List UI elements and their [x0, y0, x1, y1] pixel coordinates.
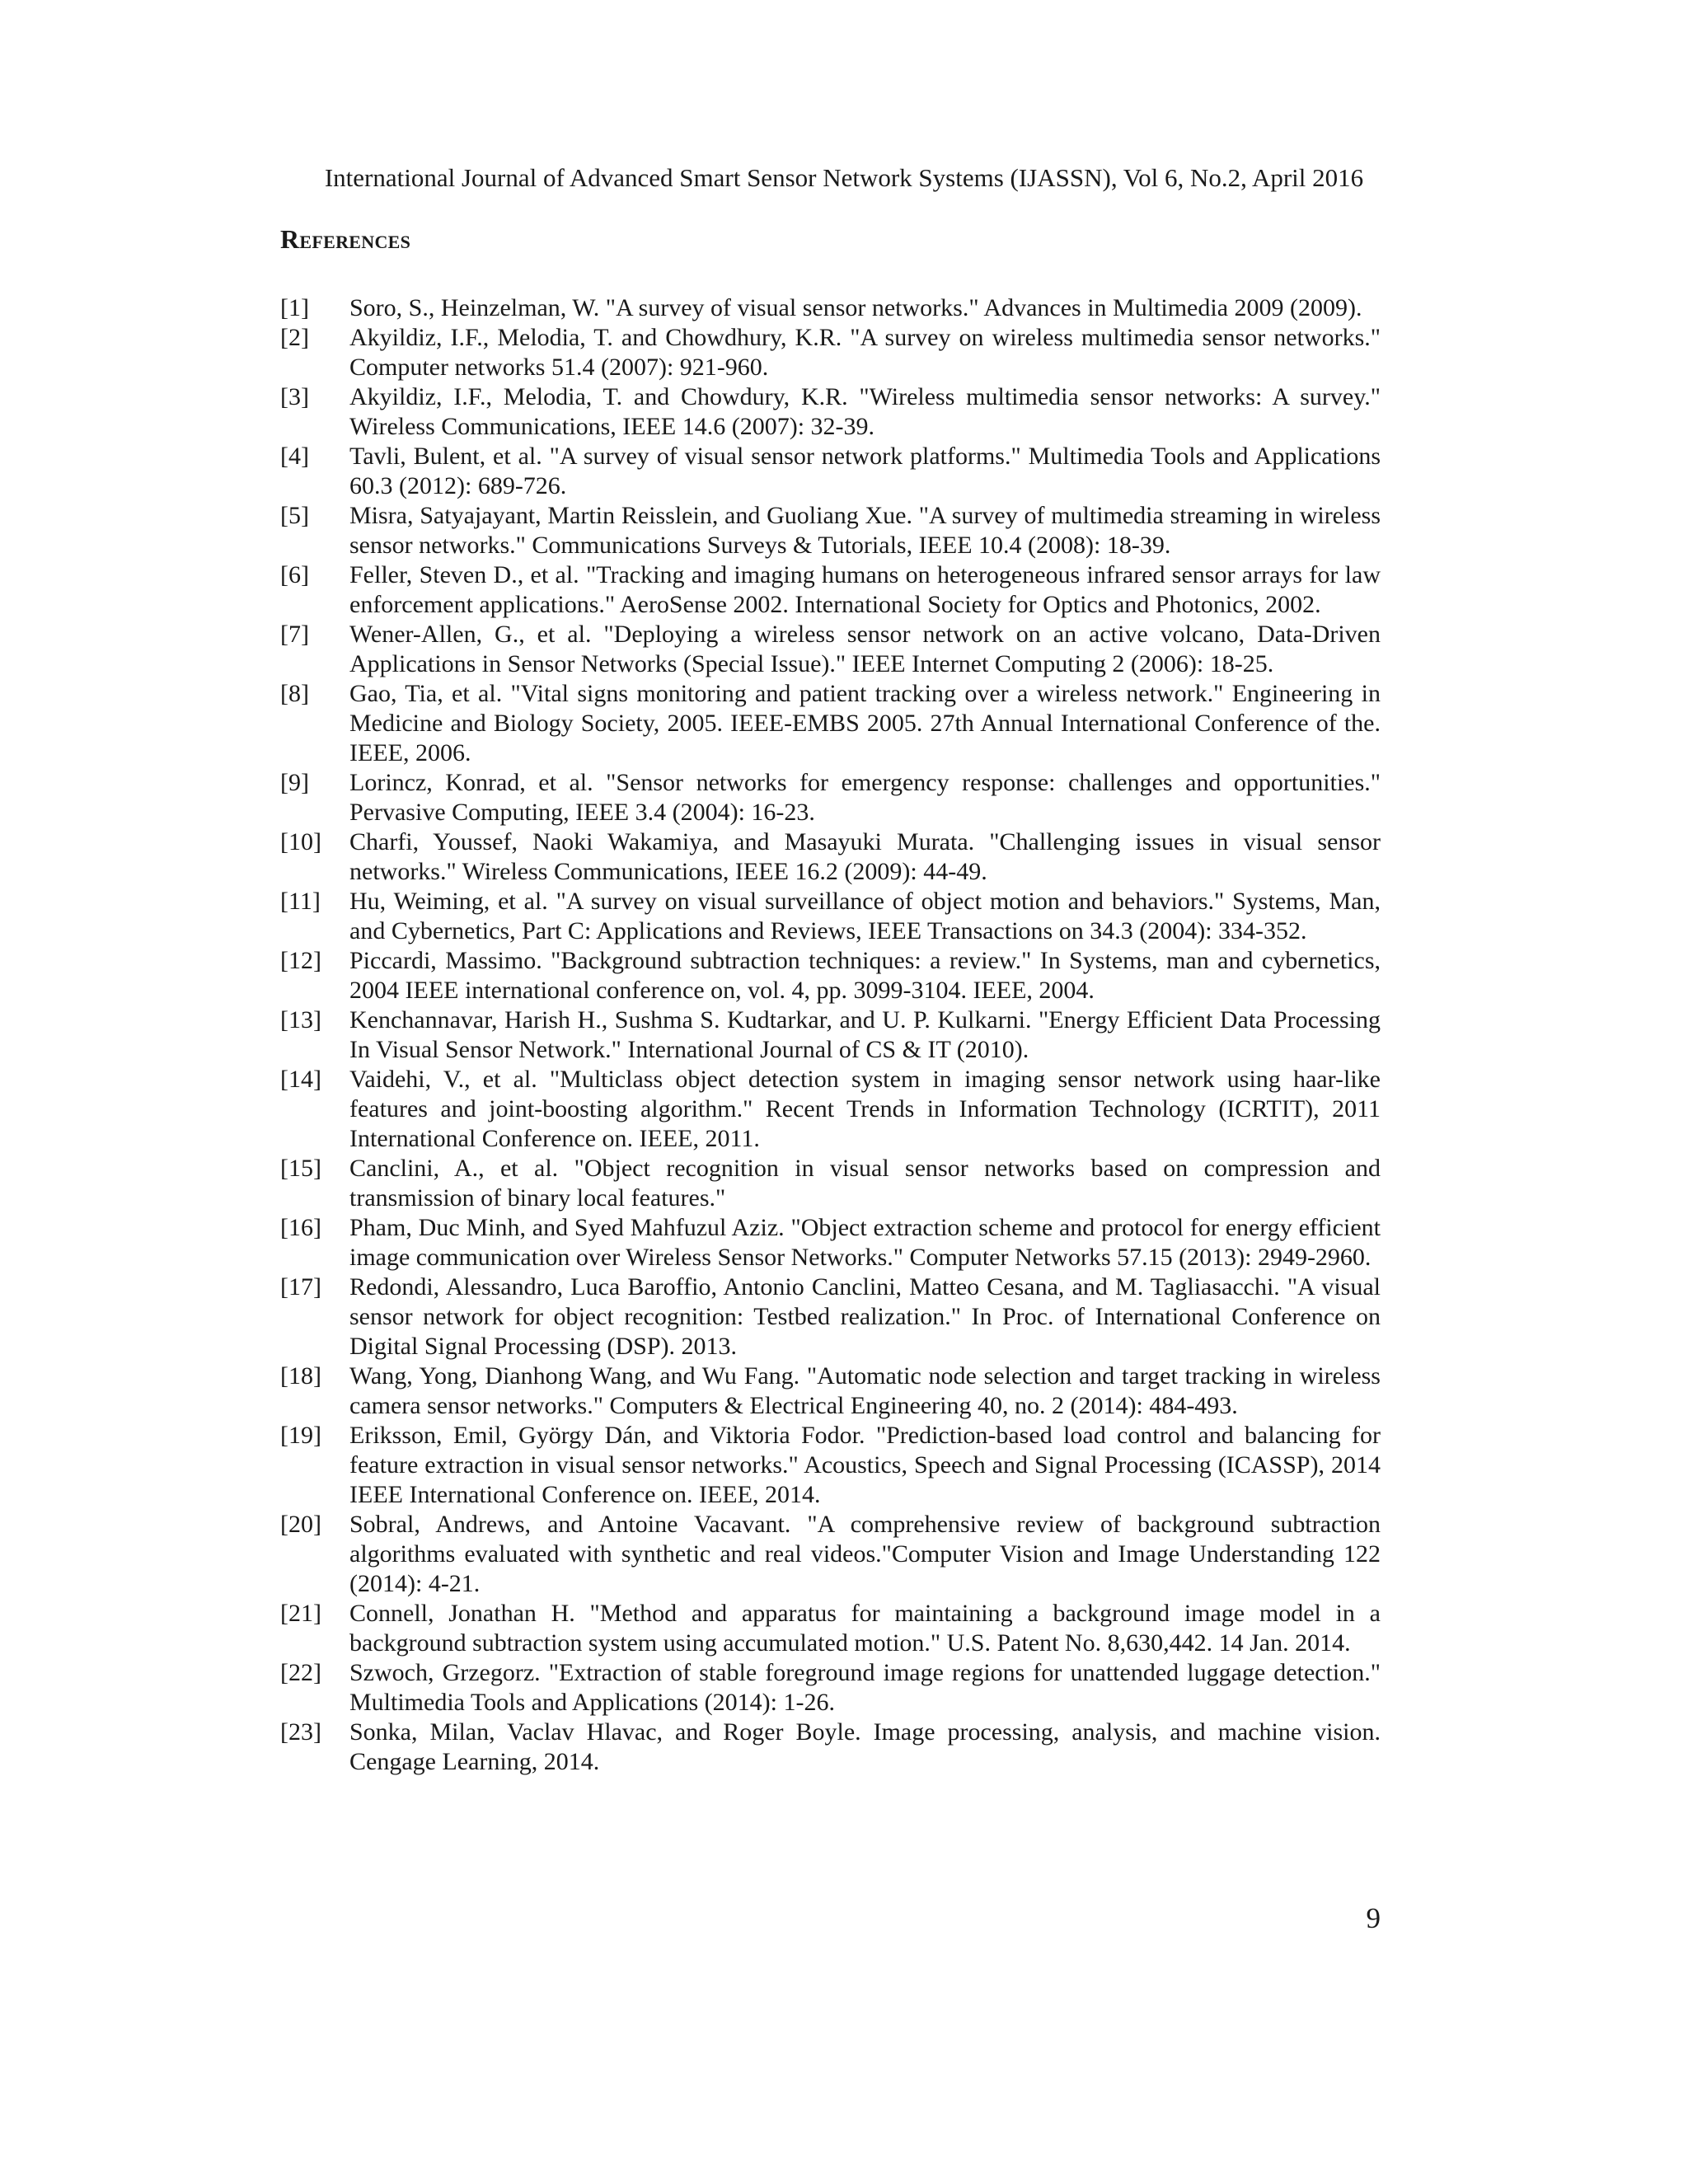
reference-item	[280, 946, 1381, 1005]
reference-text: Sonka, Milan, Vaclav Hlavac, and Roger Boyle. Image processing, analysis, and machine vision. Cengage Learning, 2014.	[349, 1718, 1381, 1775]
reference-item	[280, 1421, 1381, 1510]
running-header: International Journal of Advanced Smart Sensor Network Systems (IJASSN), Vol 6, No.2, April 2016	[324, 163, 1364, 192]
reference-number: [14]	[280, 1066, 321, 1093]
reference-item	[280, 1510, 1381, 1599]
reference-item	[280, 1599, 1381, 1658]
page-number: 9	[1366, 1902, 1381, 1934]
reference-text: Misra, Satyajayant, Martin Reisslein, and Guoliang Xue. "A survey of multimedia streaming in wireless sensor networks." Communications Surveys & Tutorials, IEEE 10.4 (2008): 18-39.	[349, 502, 1381, 559]
reference-item	[280, 1154, 1381, 1213]
reference-number: [19]	[280, 1422, 321, 1449]
reference-text: Hu, Weiming, et al. "A survey on visual surveillance of object motion and behaviors." Systems, Man, and Cybernetics, Part C: Applications and Reviews, IEEE Transactions on 34.3 (2004): 334-352.	[349, 888, 1381, 944]
reference-number: [4]	[280, 443, 309, 470]
reference-item	[280, 382, 1381, 442]
reference-item	[280, 679, 1381, 768]
reference-item	[280, 501, 1381, 560]
reference-item	[280, 1718, 1381, 1777]
reference-text: Wener-Allen, G., et al. "Deploying a wireless sensor network on an active volcano, Data-Driven Applications in Sensor Networks (Special Issue)." IEEE Internet Computing 2 (2006): 18-25.	[349, 621, 1381, 677]
reference-list	[280, 293, 1381, 1777]
reference-text: Piccardi, Massimo. "Background subtraction techniques: a review." In Systems, man and cybernetics, 2004 IEEE international conference on, vol. 4, pp. 3099-3104. IEEE, 2004.	[349, 947, 1381, 1004]
reference-number: [23]	[280, 1718, 321, 1746]
reference-item	[280, 293, 1381, 323]
reference-number: [1]	[280, 294, 309, 321]
reference-text: Szwoch, Grzegorz. "Extraction of stable foreground image regions for unattended luggage detection." Multimedia Tools and Applications (2014): 1-26.	[349, 1659, 1381, 1716]
reference-item	[280, 1361, 1381, 1421]
reference-item	[280, 1272, 1381, 1361]
reference-text: Canclini, A., et al. "Object recognition in visual sensor networks based on compression and transmission of binary local features."	[349, 1155, 1381, 1212]
reference-number: [9]	[280, 769, 309, 796]
reference-text: Feller, Steven D., et al. "Tracking and imaging humans on heterogeneous infrared sensor arrays for law enforcement applications." AeroSense 2002. International Society for Optics and Photonics, 2002.	[349, 561, 1381, 618]
reference-number: [17]	[280, 1273, 321, 1301]
reference-number: [5]	[280, 502, 309, 529]
reference-item	[280, 827, 1381, 887]
reference-text: Soro, S., Heinzelman, W. "A survey of visual sensor networks." Advances in Multimedia 2009 (2009).	[349, 294, 1362, 321]
reference-item	[280, 323, 1381, 382]
reference-text: Lorincz, Konrad, et al. "Sensor networks for emergency response: challenges and opportunities." Pervasive Computing, IEEE 3.4 (2004): 16-23.	[349, 769, 1381, 826]
reference-number: [8]	[280, 680, 309, 707]
reference-item	[280, 1065, 1381, 1154]
reference-text: Eriksson, Emil, György Dán, and Viktoria Fodor. "Prediction-based load control and balancing for feature extraction in visual sensor networks." Acoustics, Speech and Signal Processing (ICASSP), 2014 IEEE International Conference on. IEEE, 2014.	[349, 1422, 1381, 1508]
reference-text: Akyildiz, I.F., Melodia, T. and Chowdury, K.R. "Wireless multimedia sensor networks: A survey." Wireless Communications, IEEE 14.6 (2007): 32-39.	[349, 383, 1381, 440]
reference-number: [22]	[280, 1659, 321, 1686]
reference-number: [3]	[280, 383, 309, 410]
reference-item	[280, 1005, 1381, 1065]
reference-number: [16]	[280, 1214, 321, 1241]
reference-text: Gao, Tia, et al. "Vital signs monitoring and patient tracking over a wireless network." Engineering in Medicine and Biology Society, 2005. IEEE-EMBS 2005. 27th Annual International Conference of the. IEEE, 2006.	[349, 680, 1381, 766]
reference-item	[280, 442, 1381, 501]
reference-number: [21]	[280, 1600, 321, 1627]
reference-number: [11]	[280, 888, 321, 915]
reference-number: [10]	[280, 828, 321, 855]
reference-item	[280, 887, 1381, 946]
reference-item	[280, 1658, 1381, 1718]
reference-number: [7]	[280, 621, 309, 648]
reference-text: Pham, Duc Minh, and Syed Mahfuzul Aziz. "Object extraction scheme and protocol for energy efficient image communication over Wireless Sensor Networks." Computer Networks 57.15 (2013): 2949-2960.	[349, 1214, 1381, 1271]
reference-text: Kenchannavar, Harish H., Sushma S. Kudtarkar, and U. P. Kulkarni. "Energy Efficient Data Processing In Visual Sensor Network." International Journal of CS & IT (2010).	[349, 1006, 1381, 1063]
reference-number: [12]	[280, 947, 321, 974]
reference-text: Connell, Jonathan H. "Method and apparatus for maintaining a background image model in a background subtraction system using accumulated motion." U.S. Patent No. 8,630,442. 14 Jan. 2014.	[349, 1600, 1381, 1657]
reference-number: [6]	[280, 561, 309, 588]
reference-item	[280, 620, 1381, 679]
reference-item	[280, 560, 1381, 620]
reference-number: [13]	[280, 1006, 321, 1033]
reference-text: Wang, Yong, Dianhong Wang, and Wu Fang. "Automatic node selection and target tracking in wireless camera sensor networks." Computers & Electrical Engineering 40, no. 2 (2014): 484-493.	[349, 1362, 1381, 1419]
reference-number: [18]	[280, 1362, 321, 1390]
reference-text: Charfi, Youssef, Naoki Wakamiya, and Masayuki Murata. "Challenging issues in visual sensor networks." Wireless Communications, IEEE 16.2 (2009): 44-49.	[349, 828, 1381, 885]
section-heading: References	[280, 224, 411, 254]
reference-text: Akyildiz, I.F., Melodia, T. and Chowdhury, K.R. "A survey on wireless multimedia sensor networks." Computer networks 51.4 (2007): 921-960.	[349, 324, 1381, 381]
reference-text: Tavli, Bulent, et al. "A survey of visual sensor network platforms." Multimedia Tools and Applications 60.3 (2012): 689-726.	[349, 443, 1381, 499]
reference-text: Redondi, Alessandro, Luca Baroffio, Antonio Canclini, Matteo Cesana, and M. Tagliasacchi. "A visual sensor network for object recognition: Testbed realization." In Proc. of International Conference on Digital Signal Processing (DSP). 2013.	[349, 1273, 1381, 1360]
reference-number: [2]	[280, 324, 309, 351]
reference-number: [20]	[280, 1511, 321, 1538]
reference-item	[280, 768, 1381, 827]
reference-text: Sobral, Andrews, and Antoine Vacavant. "A comprehensive review of background subtraction algorithms evaluated with synthetic and real videos."Computer Vision and Image Understanding 122 (2014): 4-21.	[349, 1511, 1381, 1597]
reference-item	[280, 1213, 1381, 1272]
reference-number: [15]	[280, 1155, 321, 1182]
reference-text: Vaidehi, V., et al. "Multiclass object detection system in imaging sensor network using haar-like features and joint-boosting algorithm." Recent Trends in Information Technology (ICRTIT), 2011 International Conference on. IEEE, 2011.	[349, 1066, 1381, 1152]
